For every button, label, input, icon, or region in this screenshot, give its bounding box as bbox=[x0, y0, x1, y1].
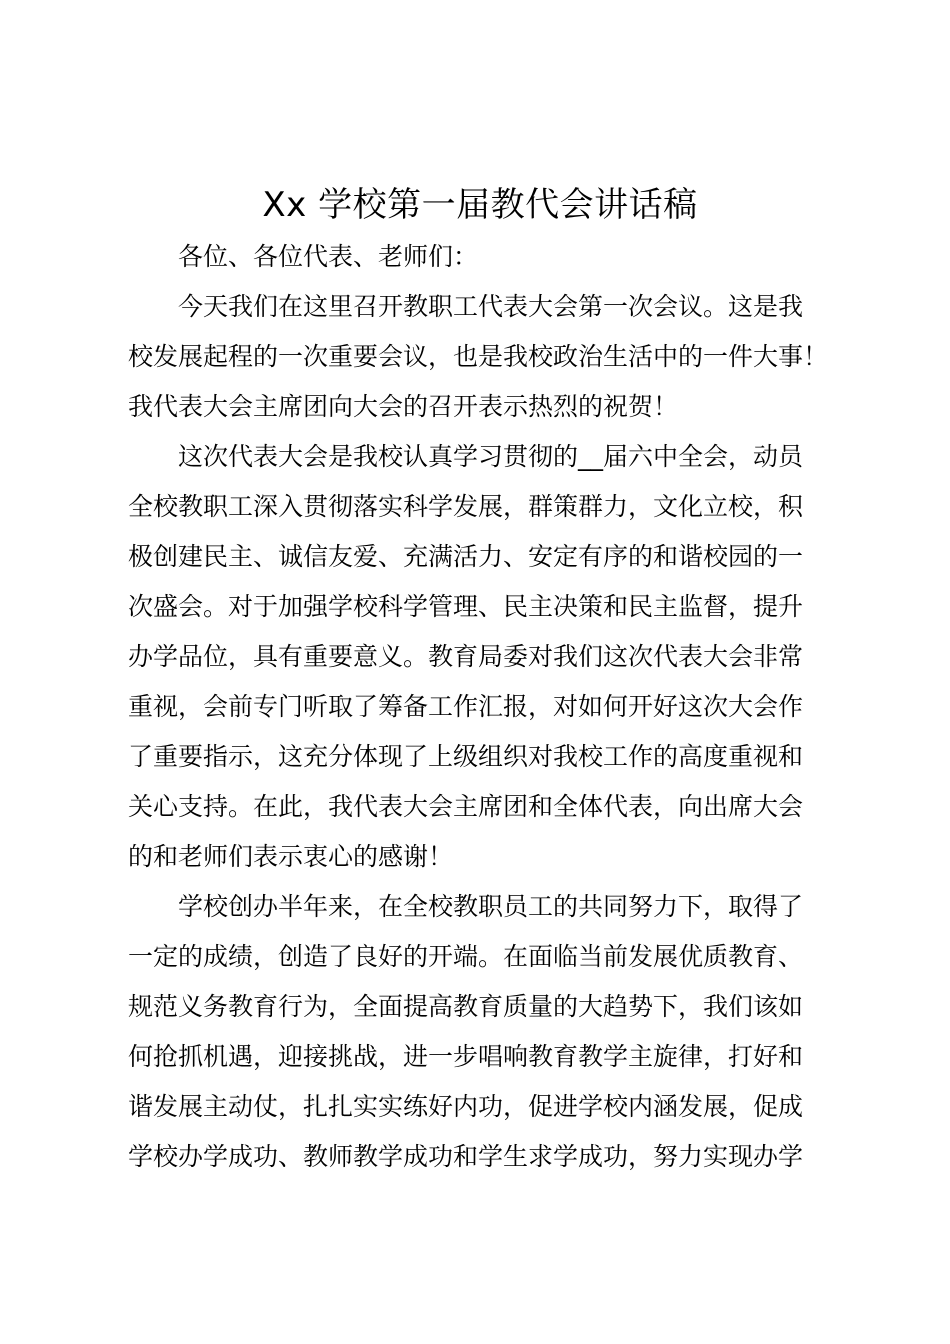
paragraph-2-line-1: 这次代表大会是我校认真学习贯彻的__届六中全会，动员 bbox=[178, 442, 804, 471]
paragraph-2-line-3: 极创建民主、诚信友爱、充满活力、安定有序的和谐校园的一 bbox=[128, 542, 804, 571]
paragraph-2-line-7: 了重要指示，这充分体现了上级组织对我校工作的高度重视和 bbox=[128, 742, 804, 771]
paragraph-3-line-6: 学校办学成功、教师教学成功和学生求学成功，努力实现办学 bbox=[128, 1142, 804, 1171]
paragraph-2-line-5: 办学品位，具有重要意义。教育局委对我们这次代表大会非常 bbox=[128, 642, 804, 671]
paragraph-1-line-2: 校发展起程的一次重要会议，也是我校政治生活中的一件大事！ bbox=[128, 342, 829, 371]
paragraph-1-line-1: 今天我们在这里召开教职工代表大会第一次会议。这是我 bbox=[178, 292, 804, 321]
document-body bbox=[128, 232, 832, 1182]
salutation-line: 各位、各位代表、老师们： bbox=[178, 242, 479, 271]
paragraph-3-line-1: 学校创办半年来，在全校教职员工的共同努力下，取得了 bbox=[178, 892, 804, 921]
paragraph-3-line-5: 谐发展主动仗，扎扎实实练好内功，促进学校内涵发展，促成 bbox=[128, 1092, 804, 1121]
paragraph-2-line-6: 重视，会前专门听取了筹备工作汇报，对如何开好这次大会作 bbox=[128, 692, 804, 721]
paragraph-2-line-8: 关心支持。在此，我代表大会主席团和全体代表，向出席大会 bbox=[128, 792, 804, 821]
paragraph-3-line-2: 一定的成绩，创造了良好的开端。在面临当前发展优质教育、 bbox=[128, 942, 804, 971]
document-title: Xx 学校第一届教代会讲话稿 bbox=[262, 185, 698, 225]
paragraph-3-line-4: 何抢抓机遇，迎接挑战，进一步唱响教育教学主旋律，打好和 bbox=[128, 1042, 804, 1071]
paragraph-1-line-3: 我代表大会主席团向大会的召开表示热烈的祝贺！ bbox=[128, 392, 679, 421]
paragraph-2-line-4: 次盛会。对于加强学校科学管理、民主决策和民主监督，提升 bbox=[128, 592, 804, 621]
paragraph-2-line-9: 的和老师们表示衷心的感谢！ bbox=[128, 842, 454, 871]
paragraph-3-line-3: 规范义务教育行为，全面提高教育质量的大趋势下，我们该如 bbox=[128, 992, 804, 1021]
paragraph-2-line-2: 全校教职工深入贯彻落实科学发展，群策群力，文化立校，积 bbox=[128, 492, 804, 521]
